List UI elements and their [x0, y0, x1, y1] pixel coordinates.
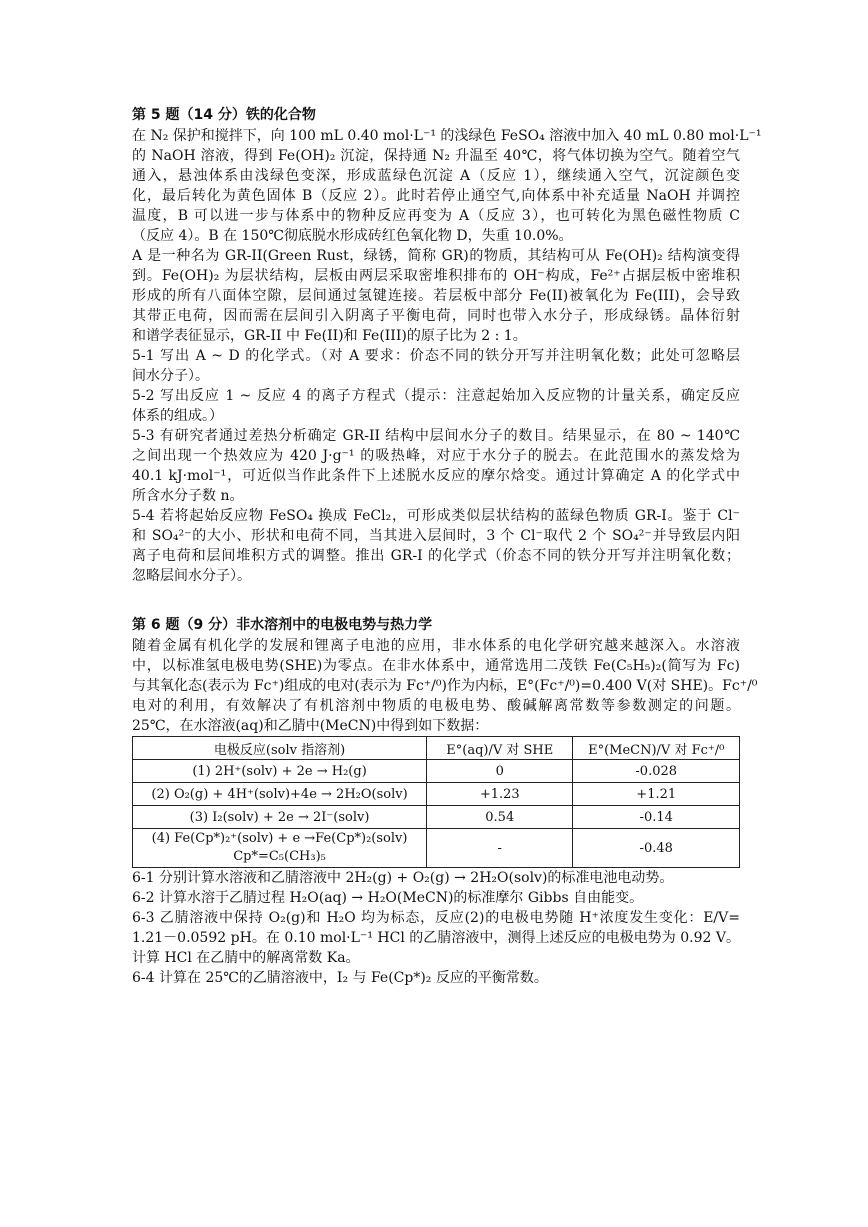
table-cell: (3) I₂(solv) + 2e → 2I⁻(solv) — [133, 806, 427, 829]
table-cell: -0.48 — [573, 829, 740, 868]
table-row — [133, 829, 740, 868]
question-5-1-cont: 间水分子）。 — [132, 368, 209, 384]
table-cell: (1) 2H⁺(solv) + 2e → H₂(g) — [133, 760, 427, 783]
question-6-3: 6-3 乙腈溶液中保持 O₂(g)和 H₂O 均为标态，反应(2)的电极电势随 H⁺浓度发生变化：E/V= — [132, 910, 740, 926]
question-5-4-cont: 忽略层间水分子）。 — [132, 568, 251, 584]
q6-intro-line: 25℃，在水溶液(aq)和乙腈中(MeCN)中得到如下数据： — [132, 718, 489, 734]
q6-intro-line: 与其氧化态(表示为 Fc⁺)组成的电对(表示为 Fc⁺/⁰)作为内标，E°(Fc⁺/⁰)=0.400 V(对 SHE)。Fc⁺/⁰ — [132, 678, 758, 694]
q5-title: 第 5 题（14 分）铁的化合物 — [132, 107, 316, 123]
question-5-3-cont: 所含水分子数 n。 — [132, 488, 244, 504]
table-cell-two-line — [133, 829, 427, 868]
question-5-2: 5-2 写出反应 1 ~ 反应 4 的离子方程式（提示：注意起始加入反应物的计量关系，确定反应 — [132, 388, 740, 404]
table-cell-reaction: (4) Fe(Cp*)₂⁺(solv) + e →Fe(Cp*)₂(solv) — [151, 831, 408, 846]
q5-intro-line: 通入，悬浊体系由浅绿色变深，形成蓝绿色沉淀 A（反应 1），继续通入空气，沉淀颜色变 — [132, 168, 740, 184]
question-5-4: 5-4 若将起始反应物 FeSO₄ 换成 FeCl₂，可形成类似层状结构的蓝绿色物质 GR-I。鉴于 Cl⁻ — [132, 508, 740, 524]
table-row — [133, 760, 740, 783]
table-cell: 0.54 — [427, 806, 573, 829]
q5-para2-line: 形成的所有八面体空隙，层间通过氢键连接。若层板中部分 Fe(II)被氧化为 Fe(III)，会导致 — [132, 288, 740, 304]
question-5-3: 5-3 有研究者通过差热分析确定 GR-II 结构中层间水分子的数目。结果显示，在 80 ~ 140℃ — [132, 428, 740, 444]
q5-intro-line: 在 N₂ 保护和搅拌下，向 100 mL 0.40 mol·L⁻¹ 的浅绿色 FeSO₄ 溶液中加入 40 mL 0.80 mol·L⁻¹ — [132, 128, 762, 144]
q6-title: 第 6 题（9 分）非水溶剂中的电极电势与热力学 — [132, 617, 433, 633]
table-cell: - — [427, 829, 573, 868]
q5-para2-line: 到。Fe(OH)₂ 为层状结构，层板由两层采取密堆积排布的 OH⁻构成，Fe²⁺占据层板中密堆积 — [132, 268, 740, 284]
question-5-3-cont: 之间出现一个热效应为 420 J·g⁻¹ 的吸热峰，对应于水分子的脱去。在此范围水的蒸发焓为 — [132, 448, 740, 464]
table-cell: +1.21 — [573, 783, 740, 806]
table-cell-note: Cp*=C₅(CH₃)₅ — [233, 849, 326, 864]
table-cell: +1.23 — [427, 783, 573, 806]
question-5-3-cont: 40.1 kJ·mol⁻¹，可近似当作此条件下上述脱水反应的摩尔焓变。通过计算确定 A 的化学式中 — [132, 468, 740, 484]
q6-intro-line: 随着金属有机化学的发展和锂离子电池的应用，非水体系的电化学研究越来越深入。水溶液 — [132, 638, 740, 654]
table-header: E°(MeCN)/V 对 Fc⁺/⁰ — [573, 737, 740, 760]
q5-para2-line: 其带正电荷，因而需在层间引入阴离子平衡电荷，同时也带入水分子，形成绿锈。晶体衍射 — [132, 308, 740, 324]
table-cell: -0.14 — [573, 806, 740, 829]
q5-intro-line: 化，最后转化为黄色固体 B（反应 2）。此时若停止通空气,向体系中补充适量 NaOH 并调控 — [132, 188, 740, 204]
table-cell: -0.028 — [573, 760, 740, 783]
question-5-1: 5-1 写出 A ~ D 的化学式。（对 A 要求：价态不同的铁分开写并注明氧化数；此处可忽略层 — [132, 348, 740, 364]
table-header: 电极反应(solv 指溶剂) — [133, 737, 427, 760]
question-6-4: 6-4 计算在 25℃的乙腈溶液中，I₂ 与 Fe(Cp*)₂ 反应的平衡常数。 — [132, 970, 548, 986]
q5-para2-line: A 是一种名为 GR-II(Green Rust，绿锈，简称 GR)的物质，其结构可从 Fe(OH)₂ 结构演变得 — [132, 248, 740, 264]
question-6-2: 6-2 计算水溶于乙腈过程 H₂O(aq) → H₂O(MeCN)的标准摩尔 Gibbs 自由能变。 — [132, 890, 644, 906]
question-6-3-cont: 1.21－0.0592 pH。在 0.10 mol·L⁻¹ HCl 的乙腈溶液中，测得上述反应的电极电势为 0.92 V。 — [132, 930, 740, 946]
table-header: E°(aq)/V 对 SHE — [427, 737, 573, 760]
exam-page — [132, 104, 762, 988]
q6-intro-line: 中，以标准氢电极电势(SHE)为零点。在非水体系中，通常选用二茂铁 Fe(C₅H₅)₂(简写为 Fc) — [132, 658, 740, 674]
question-6-1: 6-1 分别计算水溶液和乙腈溶液中 2H₂(g) + O₂(g) → 2H₂O(solv)的标准电池电动势。 — [132, 870, 674, 886]
table-cell: (2) O₂(g) + 4H⁺(solv)+4e → 2H₂O(solv) — [133, 783, 427, 806]
table-cell: 0 — [427, 760, 573, 783]
q5-para2-line: 和谱学表征显示，GR-II 中 Fe(II)和 Fe(III)的原子比为 2 : 1。 — [132, 328, 527, 344]
question-6-3-cont: 计算 HCl 在乙腈中的解离常数 Ka。 — [132, 950, 360, 966]
q5-intro-line: 的 NaOH 溶液，得到 Fe(OH)₂ 沉淀，保持通 N₂ 升温至 40℃，将气体切换为空气。随着空气 — [132, 148, 740, 164]
question-5-4-cont: 离子电荷和层间堆积方式的调整。推出 GR-I 的化学式（价态不同的铁分开写并注明氧化数； — [132, 548, 740, 564]
section-gap — [132, 586, 740, 614]
question-5-2-cont: 体系的组成。） — [132, 408, 223, 424]
table-header-row — [133, 737, 740, 760]
table-row — [133, 783, 740, 806]
q6-intro-line: 电对的利用，有效解决了有机溶剂中物质的电极电势、酸碱解离常数等参数测定的问题。 — [132, 698, 740, 714]
table-row — [133, 806, 740, 829]
q5-intro-line: 温度，B 可以进一步与体系中的物种反应再变为 A（反应 3），也可转化为黑色磁性物质 C — [132, 208, 740, 224]
electrode-potential-table — [132, 736, 740, 868]
q5-intro-line: （反应 4）。B 在 150℃彻底脱水形成砖红色氧化物 D，失重 10.0%。 — [132, 228, 573, 244]
question-5-4-cont: 和 SO₄²⁻的大小、形状和电荷不同，当其进入层间时，3 个 Cl⁻取代 2 个 SO₄²⁻并导致层内阳 — [132, 528, 740, 544]
